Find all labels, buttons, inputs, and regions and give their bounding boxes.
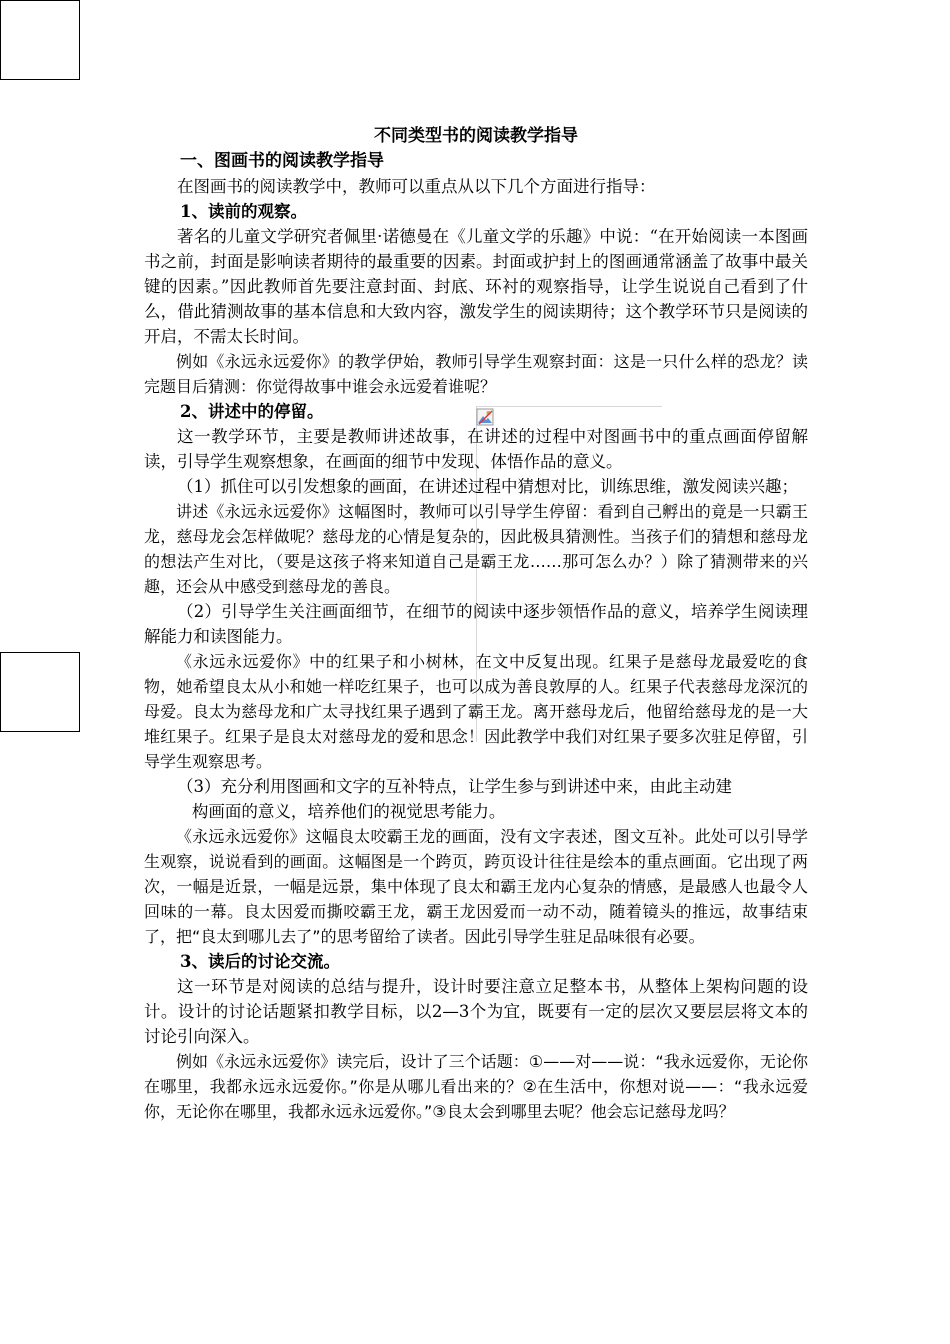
corner-box-middle (0, 652, 80, 732)
corner-box-top (0, 0, 80, 80)
paragraph-point-3-example: 《永远永远爱你》这幅良太咬霸王龙的画面，没有文字表述，图文互补。此处可以引导学生观察，说说看到的画面。这幅图是一个跨页，跨页设计往往是绘本的重点画面。它出现了两次，一幅是近景，一幅是远景，集中体现了良太和霸王龙内心复杂的情感，是最感人也最令人回味的一幕。良太因爱而撕咬霸王龙，霸王龙因爱而一动不动，随着镜头的推远，故事结束了，把“良太到哪儿去了”的思考留给了读者。因此引导学生驻足品味很有必要。 (144, 827, 808, 946)
paragraph-point-2: （2）引导学生关注画面细节，在细节的阅读中逐步领悟作品的意义，培养学生阅读理解能力和读图能力。 (144, 602, 808, 646)
subheading-pre-reading: 1、读前的观察。 (180, 202, 307, 221)
document-body (144, 124, 808, 1124)
subheading-pause-during-reading: 2、讲述中的停留。 (180, 402, 324, 421)
paragraph-pause-intro: 这一教学环节，主要是教师讲述故事，在讲述的过程中对图画书中的重点画面停留解读，引导学生观察想象，在画面的细节中发现、体悟作品的意义。 (144, 427, 808, 471)
intro-paragraph: 在图画书的阅读教学中，教师可以重点从以下几个方面进行指导： (177, 177, 656, 196)
paragraph-point-2-example: 《永远永远爱你》中的红果子和小树林，在文中反复出现。红果子是慈母龙最爱吃的食物，她希望良太从小和她一样吃红果子，也可以成为善良敦厚的人。红果子代表慈母龙深沉的母爱。良太为慈母龙和广太寻找红果子遇到了霸王龙。离开慈母龙后，他留给慈母龙的是一大堆红果子。红果子是良太对慈母龙的爱和思念！因此教学中我们对红果子要多次驻足停留，引导学生观察思考。 (144, 652, 808, 771)
paragraph-point-3-line-2: 构画面的意义，培养他们的视觉思考能力。 (191, 802, 506, 821)
document-title: 不同类型书的阅读教学指导 (374, 126, 578, 146)
paragraph-point-1-example: 讲述《永远永远爱你》这幅图时，教师可以引导学生停留：看到自己孵出的竟是一只霸王龙，慈母龙会怎样做呢？慈母龙的心情是复杂的，因此极具猜测性。当孩子们的猜想和慈母龙的想法产生对比，（要是这孩子将来知道自己是霸王龙……那可怎么办？）除了猜测带来的兴趣，还会从中感受到慈母龙的善良。 (144, 502, 808, 596)
paragraph-cover-observation: 著名的儿童文学研究者佩里·诺德曼在《儿童文学的乐趣》中说：“在开始阅读一本图画书之前，封面是影响读者期待的最重要的因素。封面或护封上的图画通常涵盖了故事中最关键的因素。”因此教师首先要注意封面、封底、环衬的观察指导，让学生说说自己看到了什么，借此猜测故事的基本信息和大致内容，激发学生的阅读期待；这个教学环节只是阅读的开启，不需太长时间。 (144, 227, 808, 346)
paragraph-discussion: 这一环节是对阅读的总结与提升，设计时要注意立足整本书，从整体上架构问题的设计。设计的讨论话题紧扣教学目标，以2—3个为宜，既要有一定的层次又要层层将文本的讨论引向深入。 (144, 977, 808, 1046)
paragraph-cover-example: 例如《永远永远爱你》的教学伊始，教师引导学生观察封面：这是一只什么样的恐龙？读完题目后猜测：你觉得故事中谁会永远爱着谁呢？ (144, 352, 808, 396)
paragraph-point-3-line-1: （3）充分利用图画和文字的互补特点，让学生参与到讲述中来，由此主动建 (177, 777, 732, 796)
paragraph-point-1: （1）抓住可以引发想象的画面，在讲述过程中猜想对比，训练思维，激发阅读兴趣； (177, 477, 798, 496)
paragraph-discussion-example: 例如《永远永远爱你》读完后，设计了三个话题：①——对——说：“我永远爱你，无论你在哪里，我都永远永远爱你。”你是从哪儿看出来的？②在生活中，你想对说——：“我永远爱你，无论你在哪里，我都永远永远爱你。”③良太会到哪里去呢？他会忘记慈母龙吗？ (144, 1052, 808, 1121)
subheading-post-reading: 3、读后的讨论交流。 (180, 952, 340, 971)
section-heading-picture-books: 一、图画书的阅读教学指导 (180, 151, 384, 171)
